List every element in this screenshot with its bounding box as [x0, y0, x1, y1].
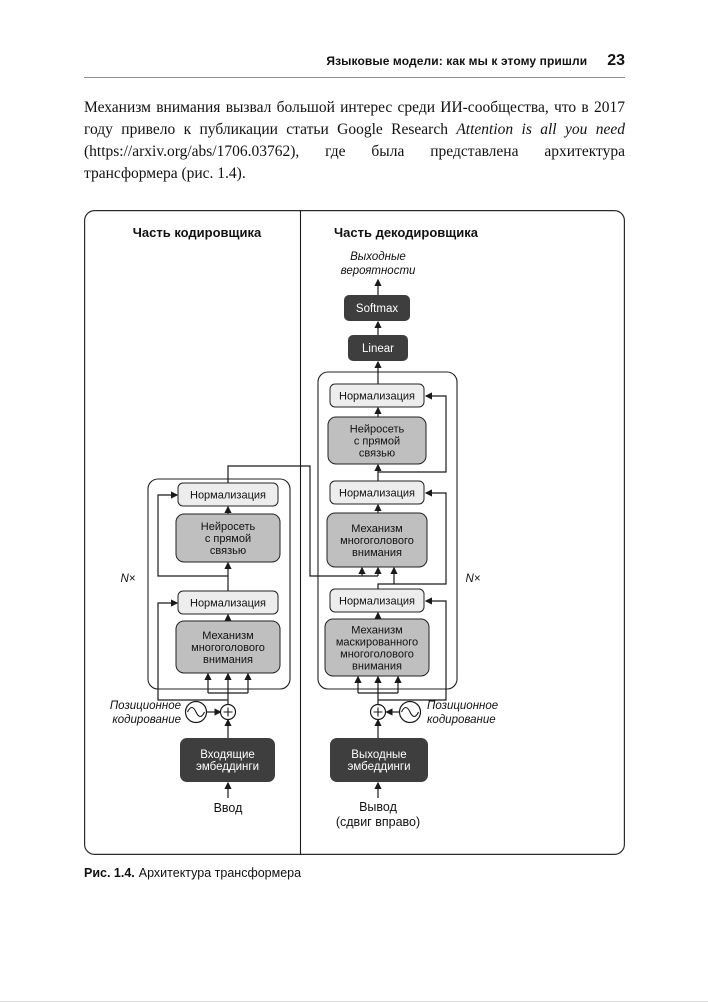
enc-mha-label: внимания: [203, 654, 253, 666]
pos-encoding-label-left: кодирование: [112, 714, 181, 726]
output-embeddings-label: Выходные: [351, 749, 407, 761]
header-rule: [84, 77, 625, 78]
output-probabilities-label: Выходные: [350, 251, 406, 263]
dec-ffn-label: Нейросеть: [349, 423, 405, 436]
dec-ffn-label: с прямой: [353, 435, 401, 448]
dec-norm-2-label: Нормализация: [339, 487, 415, 500]
dec-norm-1-label: Нормализация: [339, 595, 415, 608]
enc-norm-top-label: Нормализация: [190, 489, 266, 502]
page-number: 23: [607, 52, 625, 69]
enc-norm-bottom-label: Нормализация: [190, 597, 266, 610]
enc-ffn-label: связью: [209, 545, 247, 557]
output-label: (сдвиг вправо): [335, 815, 421, 829]
output-label: Вывод: [359, 800, 397, 814]
dec-mha-label: внимания: [352, 547, 402, 559]
paragraph-part2: (https://arxiv.org/abs/1706.03762), где была представлена архитектура трансформера (рис. 1.4).: [84, 143, 625, 182]
figure-caption: [84, 866, 301, 880]
figure-1-4: [84, 210, 625, 855]
caption-text: Архитектура трансформера: [138, 866, 302, 880]
n-times-label-right: N×: [465, 573, 481, 585]
dec-masked-mha-label: Механизм: [351, 624, 403, 637]
dec-masked-mha-label: многоголового: [340, 648, 414, 661]
input-label: Ввод: [213, 801, 243, 815]
softmax-label: Softmax: [355, 303, 399, 315]
running-title: Языковые модели: как мы к этому пришли: [326, 54, 588, 68]
input-embeddings-label: Входящие: [200, 749, 255, 761]
pos-encoding-label-right: Позиционное: [427, 700, 499, 712]
paragraph-italic-title: Attention is all you need: [456, 121, 625, 138]
output-probabilities-label: вероятности: [340, 265, 416, 277]
enc-ffn-label: Нейросеть: [200, 521, 256, 533]
dec-norm-3-label: Нормализация: [339, 390, 415, 403]
encoder-part-label: Часть кодировщика: [132, 225, 262, 240]
dec-masked-mha-label: внимания: [352, 660, 402, 673]
n-times-label-left: N×: [120, 573, 136, 585]
linear-label: Linear: [362, 343, 394, 355]
body-paragraph: [84, 97, 625, 185]
decoder-part-label: Часть декодировщика: [334, 225, 478, 240]
pos-encoding-label-right: кодирование: [427, 714, 496, 726]
enc-mha-label: Механизм: [202, 630, 254, 642]
output-embeddings-label: эмбеддинги: [347, 761, 411, 773]
input-embeddings-label: эмбеддинги: [195, 761, 260, 773]
paragraph-part1: Механизм внимания вызвал большой интерес среди ИИ-сообщества, что в 2017 году привело к публикации статьи Google Research: [84, 99, 625, 138]
dec-masked-mha-label: маскированного: [335, 636, 419, 649]
enc-ffn-label: с прямой: [204, 533, 252, 545]
enc-mha-label: многоголового: [191, 642, 265, 654]
dec-ffn-label: связью: [358, 447, 396, 460]
pos-encoding-label-left: Позиционное: [109, 700, 181, 712]
transformer-diagram: [84, 210, 625, 855]
caption-label: Рис. 1.4.: [84, 866, 135, 880]
dec-mha-label: многоголового: [340, 535, 414, 547]
dec-mha-label: Механизм: [351, 523, 403, 535]
page-header: [84, 52, 625, 70]
